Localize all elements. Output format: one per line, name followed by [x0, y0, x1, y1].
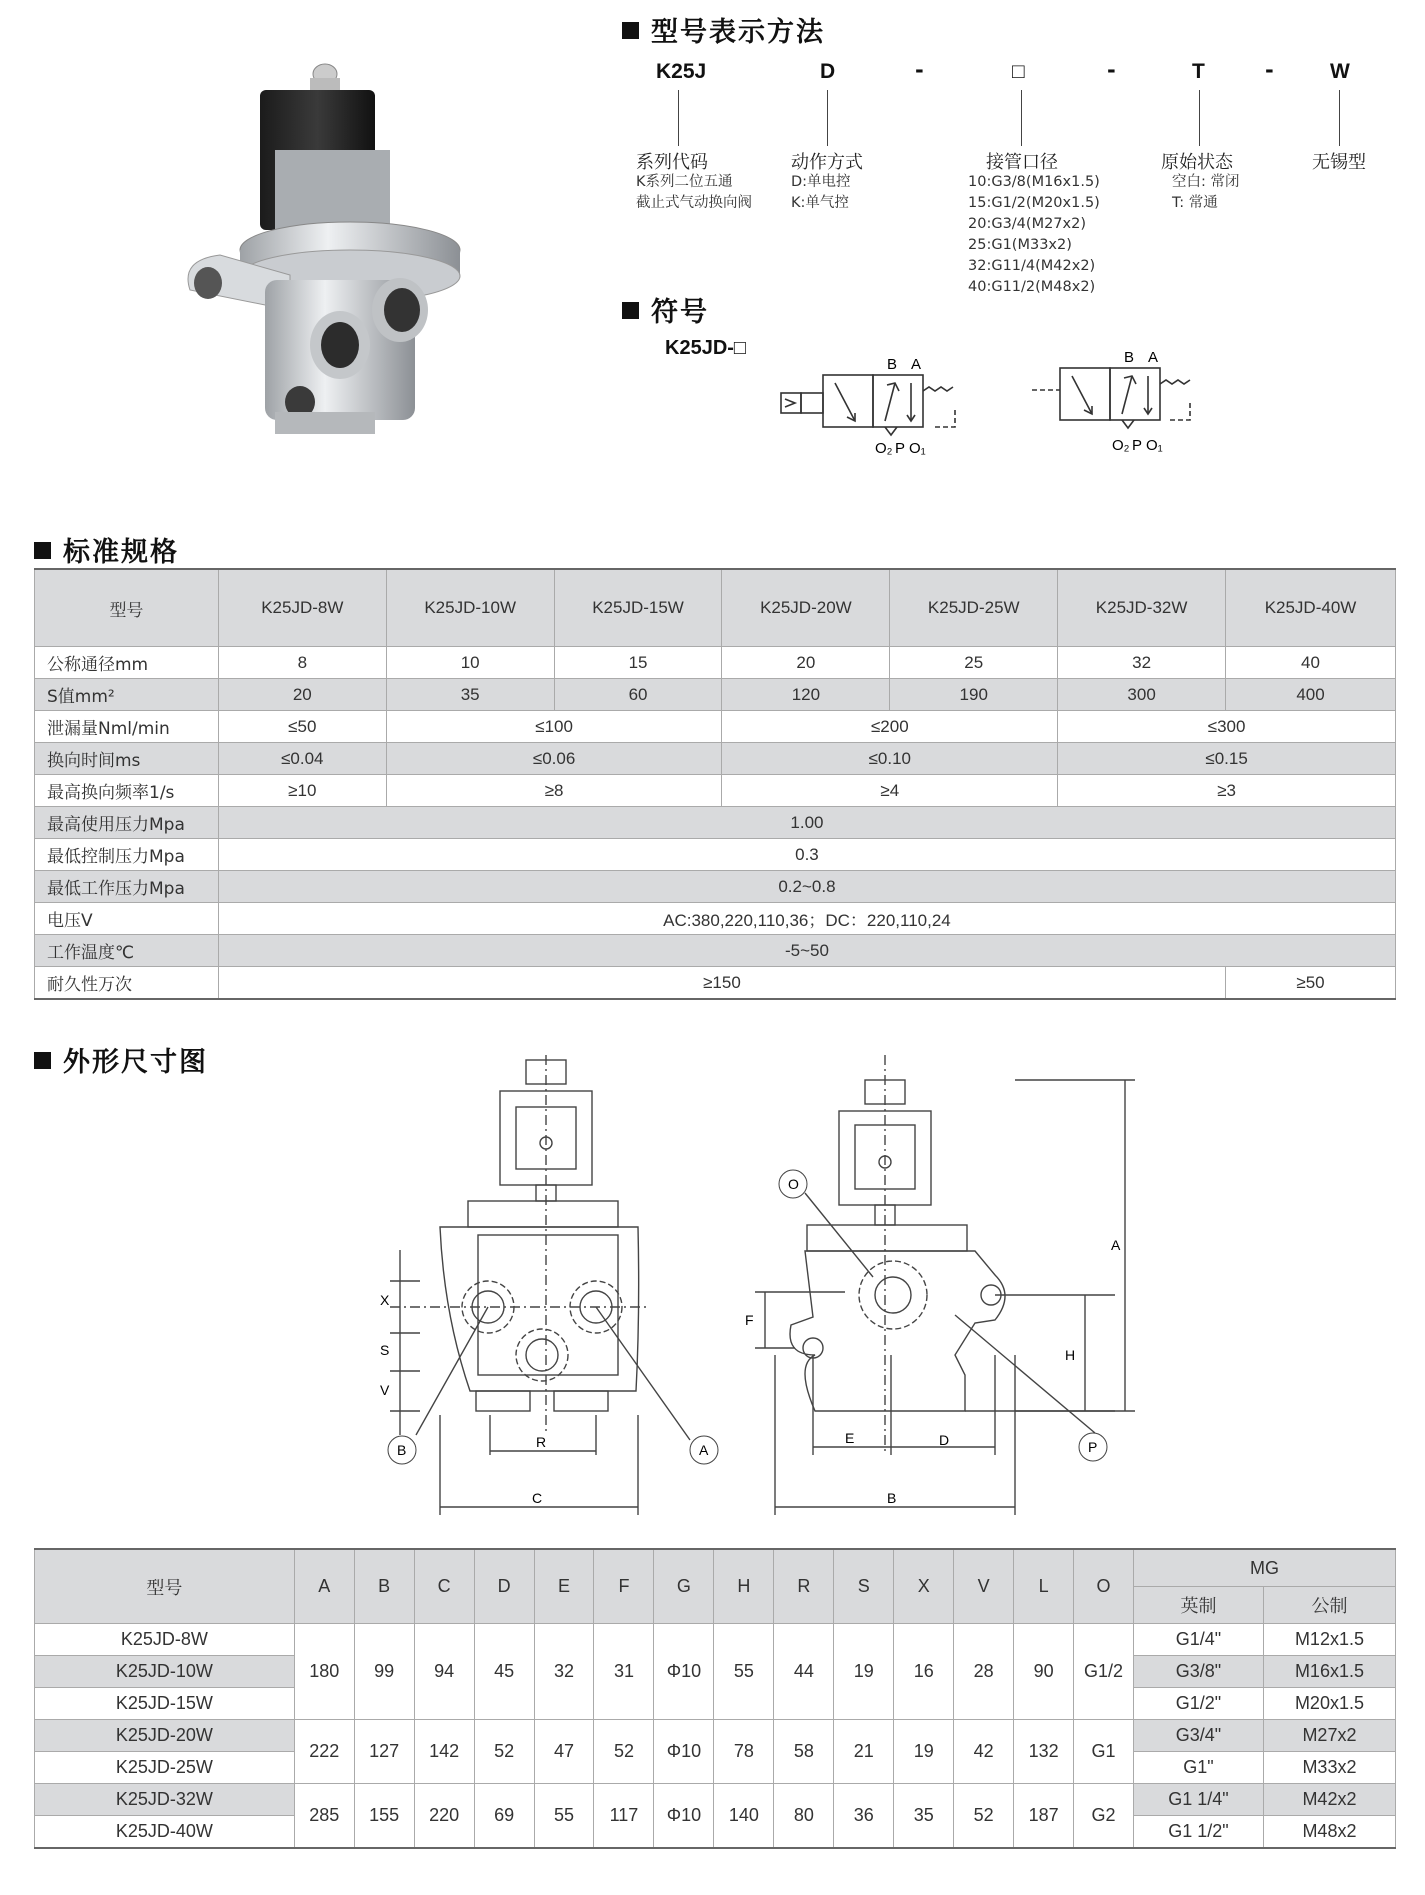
spec-row-freq [35, 775, 1396, 807]
cell: Φ10 [654, 1624, 714, 1720]
cell: 300 [1058, 679, 1226, 711]
cell: 180 [294, 1624, 354, 1720]
dim-header: S [834, 1549, 894, 1624]
spec-row-volt [35, 903, 1396, 935]
cell: 19 [834, 1624, 894, 1720]
dim-header-mg: MG [1134, 1549, 1396, 1587]
code-port: □ [1012, 60, 1025, 83]
dim-model: K25JD-8W [35, 1624, 295, 1656]
cell: 94 [414, 1624, 474, 1720]
spec-row-minctrl [35, 839, 1396, 871]
cell: ≤0.04 [218, 743, 386, 775]
cell: 21 [834, 1720, 894, 1784]
dim-label-a: A [699, 1442, 709, 1458]
dim-header: B [354, 1549, 414, 1624]
dim-header: A [294, 1549, 354, 1624]
cell: 36 [834, 1784, 894, 1849]
code-leader-1 [678, 90, 679, 146]
symbol2-port-b: B [1124, 349, 1135, 366]
port-line-6: 40:G11/2(M48x2) [968, 279, 1096, 295]
symbol-pneumatic [1030, 348, 1280, 458]
cell: 132 [1014, 1720, 1074, 1784]
cell: ≤0.06 [386, 743, 722, 775]
dim-header: C [414, 1549, 474, 1624]
dim-label-d: D [939, 1432, 950, 1448]
code-series: K25J [656, 60, 707, 83]
port-line-2: 15:G1/2(M20x1.5) [968, 195, 1100, 211]
dim-header: R [774, 1549, 834, 1624]
cell: 80 [774, 1784, 834, 1849]
cell: 35 [894, 1784, 954, 1849]
cell: 52 [954, 1784, 1014, 1849]
code-tin: W [1330, 60, 1350, 83]
model-notation-title: 型号表示方法 [622, 10, 825, 49]
dim-label-o: O [788, 1176, 799, 1192]
cell: 10 [386, 647, 554, 679]
cell: ≥4 [722, 775, 1058, 807]
cell: AC:380,220,110,36；DC：220,110,24 [218, 903, 1395, 935]
symbol2-port-p: P [1132, 437, 1143, 454]
cell: 120 [722, 679, 890, 711]
row-label: 电压V [35, 903, 219, 935]
state-line-1: 空白: 常闭 [1172, 174, 1240, 190]
code-dash-3: - [1265, 58, 1274, 82]
cell: G1 1/2" [1134, 1816, 1264, 1849]
dim-model: K25JD-25W [35, 1752, 295, 1784]
cell: 1.00 [218, 807, 1395, 839]
table-row [35, 1624, 1396, 1656]
state-line-2: T: 常通 [1172, 195, 1218, 211]
cell: ≥8 [386, 775, 722, 807]
spec-row-minwork [35, 871, 1396, 903]
action-line-2: K:单气控 [791, 195, 849, 211]
cell: 190 [890, 679, 1058, 711]
dim-label-b: B [397, 1442, 407, 1458]
dim-header: X [894, 1549, 954, 1624]
series-line-2: 截止式气动换向阀 [636, 195, 752, 211]
cell: G1/2 [1074, 1624, 1134, 1720]
dim-model: K25JD-20W [35, 1720, 295, 1752]
cell: ≤0.10 [722, 743, 1058, 775]
cell: ≤50 [218, 711, 386, 743]
series-title: 系列代码 [636, 152, 708, 173]
cell: 35 [386, 679, 554, 711]
dim-label-c: C [532, 1490, 543, 1506]
spec-row-switch [35, 743, 1396, 775]
cell: 60 [554, 679, 722, 711]
cell: 32 [1058, 647, 1226, 679]
dim-model: K25JD-40W [35, 1816, 295, 1849]
cell: 15 [554, 647, 722, 679]
dim-model: K25JD-32W [35, 1784, 295, 1816]
spec-row-leak [35, 711, 1396, 743]
cell: Φ10 [654, 1784, 714, 1849]
cell: 20 [218, 679, 386, 711]
cell: M27x2 [1263, 1720, 1395, 1752]
dim-header: L [1014, 1549, 1074, 1624]
cell: 155 [354, 1784, 414, 1849]
row-label: 最高换向频率1/s [35, 775, 219, 807]
port-line-4: 25:G1(M33x2) [968, 237, 1072, 253]
symbol-port-a: A [911, 356, 922, 373]
cell: 78 [714, 1720, 774, 1784]
row-label: 工作温度℃ [35, 935, 219, 967]
dim-model: K25JD-15W [35, 1688, 295, 1720]
port-line-1: 10:G3/8(M16x1.5) [968, 174, 1100, 190]
cell: 117 [594, 1784, 654, 1849]
code-leader-3 [1021, 90, 1022, 146]
row-label: 泄漏量Nml/min [35, 711, 219, 743]
symbol2-port-a: A [1148, 349, 1159, 366]
cell: Φ10 [654, 1720, 714, 1784]
code-dash-1: - [915, 58, 924, 82]
spec-row-maxp [35, 807, 1396, 839]
dim-header: 型号 [35, 1549, 295, 1624]
cell: 31 [594, 1624, 654, 1720]
port-title: 接管口径 [986, 152, 1058, 173]
cell: ≥10 [218, 775, 386, 807]
cell: 127 [354, 1720, 414, 1784]
cell: M42x2 [1263, 1784, 1395, 1816]
dim-label-p: P [1088, 1439, 1098, 1455]
cell: 16 [894, 1624, 954, 1720]
bullet-square-icon [34, 1052, 51, 1069]
symbol2-port-o1: O₁ [1146, 437, 1163, 454]
cell: 90 [1014, 1624, 1074, 1720]
code-dash-2: - [1107, 58, 1116, 82]
dim-label-x: X [380, 1292, 390, 1308]
dim-label-h: H [1065, 1347, 1076, 1363]
spec-model: K25JD-20W [722, 569, 890, 647]
tin-title: 无锡型 [1312, 152, 1366, 173]
spec-table [34, 568, 1396, 1000]
cell: M20x1.5 [1263, 1688, 1395, 1720]
cell: ≤200 [722, 711, 1058, 743]
row-label: 耐久性万次 [35, 967, 219, 1000]
cell: 222 [294, 1720, 354, 1784]
cell: ≥150 [218, 967, 1225, 1000]
symbol-port-o1: O₁ [909, 440, 926, 457]
cell: 55 [534, 1784, 594, 1849]
dim-label-f: F [745, 1312, 754, 1328]
dim-label-e: E [845, 1430, 855, 1446]
cell: 25 [890, 647, 1058, 679]
cell: G1 [1074, 1720, 1134, 1784]
state-title: 原始状态 [1161, 152, 1233, 173]
cell: 0.3 [218, 839, 1395, 871]
front-view-drawing [360, 1055, 730, 1525]
cell: 40 [1226, 647, 1396, 679]
dim-label-v: V [380, 1382, 390, 1398]
cell: -5~50 [218, 935, 1395, 967]
cell: 20 [722, 647, 890, 679]
spec-row-dur [35, 967, 1396, 1000]
symbol-port-o2: O₂ [875, 440, 893, 457]
cell: 140 [714, 1784, 774, 1849]
cell: 8 [218, 647, 386, 679]
dim-header: H [714, 1549, 774, 1624]
port-line-5: 32:G11/4(M42x2) [968, 258, 1096, 274]
spec-model: K25JD-15W [554, 569, 722, 647]
row-label: 公称通径mm [35, 647, 219, 679]
cell: 42 [954, 1720, 1014, 1784]
cell: G2 [1074, 1784, 1134, 1849]
cell: 52 [594, 1720, 654, 1784]
spec-model: K25JD-10W [386, 569, 554, 647]
row-label: 换向时间ms [35, 743, 219, 775]
cell: 32 [534, 1624, 594, 1720]
dim-header: G [654, 1549, 714, 1624]
cell: 142 [414, 1720, 474, 1784]
symbol-port-b: B [887, 356, 898, 373]
row-label: 最低工作压力Mpa [35, 871, 219, 903]
row-label: S值mm² [35, 679, 219, 711]
spec-row-s [35, 679, 1396, 711]
cell: ≥50 [1226, 967, 1396, 1000]
bullet-square-icon [34, 542, 51, 559]
dim-label-b2: B [887, 1490, 897, 1506]
cell: 47 [534, 1720, 594, 1784]
spec-model: K25JD-32W [1058, 569, 1226, 647]
symbol2-port-o2: O₂ [1112, 437, 1130, 454]
cell: 55 [714, 1624, 774, 1720]
symbol-model-label: K25JD-□ [665, 337, 746, 359]
cell: ≤100 [386, 711, 722, 743]
dim-subheader: 英制 [1134, 1587, 1264, 1624]
dim-label-a2: A [1111, 1237, 1121, 1253]
cell: ≤0.15 [1058, 743, 1396, 775]
cell: 220 [414, 1784, 474, 1849]
action-title: 动作方式 [791, 152, 863, 173]
symbol-title: 符号 [622, 290, 709, 329]
valve-product-photo [180, 40, 470, 450]
dim-label-s: S [380, 1342, 390, 1358]
spec-model: K25JD-8W [218, 569, 386, 647]
dimension-table [34, 1548, 1396, 1849]
cell: M16x1.5 [1263, 1656, 1395, 1688]
cell: G1/4" [1134, 1624, 1264, 1656]
spec-header-label: 型号 [35, 569, 219, 647]
code-leader-5 [1339, 90, 1340, 146]
cell: G3/4" [1134, 1720, 1264, 1752]
bullet-square-icon [622, 302, 639, 319]
spec-model: K25JD-40W [1226, 569, 1396, 647]
table-row [35, 1784, 1396, 1816]
action-line-1: D:单电控 [791, 174, 851, 190]
series-line-1: K系列二位五通 [636, 174, 733, 190]
cell: G1/2" [1134, 1688, 1264, 1720]
cell: 28 [954, 1624, 1014, 1720]
cell: 45 [474, 1624, 534, 1720]
spec-row-nominal [35, 647, 1396, 679]
bullet-square-icon [622, 22, 639, 39]
cell: 52 [474, 1720, 534, 1784]
cell: 400 [1226, 679, 1396, 711]
symbol-electric [775, 355, 1035, 465]
dim-header: V [954, 1549, 1014, 1624]
code-leader-4 [1199, 90, 1200, 146]
cell: 69 [474, 1784, 534, 1849]
cell: G3/8" [1134, 1656, 1264, 1688]
cell: 19 [894, 1720, 954, 1784]
cell: 187 [1014, 1784, 1074, 1849]
dim-header: O [1074, 1549, 1134, 1624]
cell: M48x2 [1263, 1816, 1395, 1849]
side-view-drawing [715, 1055, 1155, 1525]
spec-header-row [35, 569, 1396, 647]
dimensions-title: 外形尺寸图 [34, 1040, 208, 1079]
cell: G1" [1134, 1752, 1264, 1784]
cell: 99 [354, 1624, 414, 1720]
spec-title: 标准规格 [34, 530, 179, 569]
symbol-port-p: P [895, 440, 906, 457]
cell: 58 [774, 1720, 834, 1784]
dim-header: D [474, 1549, 534, 1624]
cell: 44 [774, 1624, 834, 1720]
cell: 285 [294, 1784, 354, 1849]
port-line-3: 20:G3/4(M27x2) [968, 216, 1086, 232]
cell: 0.2~0.8 [218, 871, 1395, 903]
cell: G1 1/4" [1134, 1784, 1264, 1816]
spec-model: K25JD-25W [890, 569, 1058, 647]
cell: M33x2 [1263, 1752, 1395, 1784]
code-action: D [820, 60, 836, 83]
code-state: T [1192, 60, 1205, 83]
row-label: 最高使用压力Mpa [35, 807, 219, 839]
table-row [35, 1720, 1396, 1752]
dim-header: F [594, 1549, 654, 1624]
dim-header-row [35, 1549, 1396, 1587]
cell: M12x1.5 [1263, 1624, 1395, 1656]
cell: ≥3 [1058, 775, 1396, 807]
row-label: 最低控制压力Mpa [35, 839, 219, 871]
dim-header: E [534, 1549, 594, 1624]
dim-model: K25JD-10W [35, 1656, 295, 1688]
cell: ≤300 [1058, 711, 1396, 743]
spec-row-temp [35, 935, 1396, 967]
dim-label-r: R [536, 1434, 547, 1450]
code-leader-2 [827, 90, 828, 146]
dim-subheader: 公制 [1263, 1587, 1395, 1624]
